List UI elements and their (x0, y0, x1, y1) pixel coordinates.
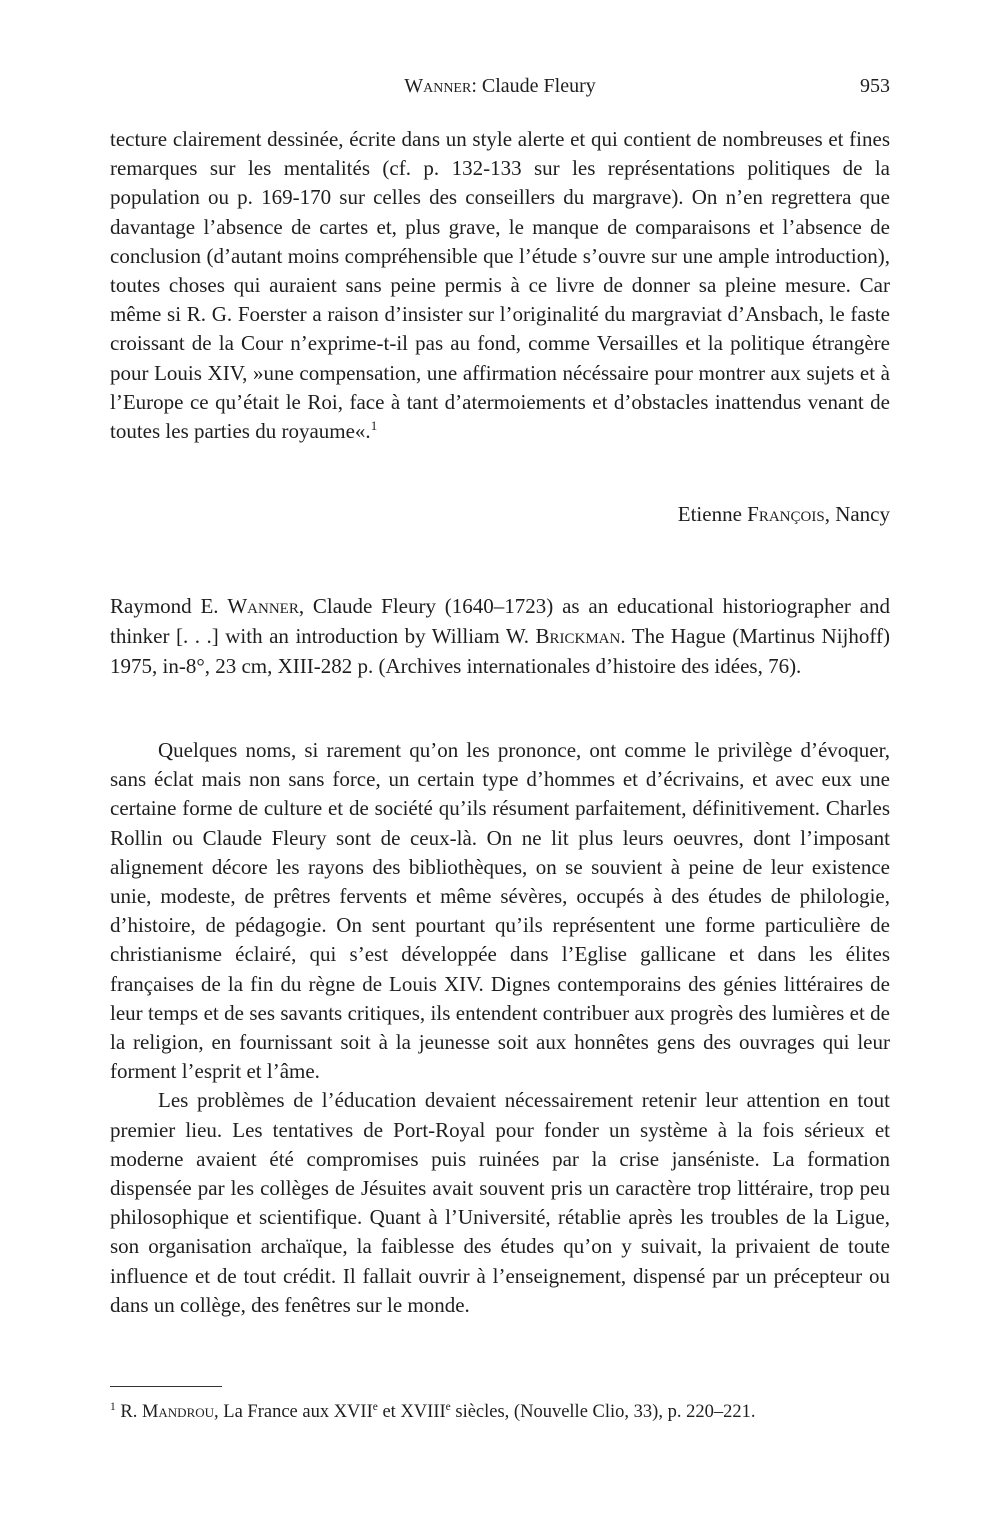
footnote (110, 1399, 890, 1425)
footnote-text-b: et XVIII (377, 1402, 446, 1422)
citation-part-1: Raymond E. (110, 594, 228, 618)
reviewer-signature (678, 500, 890, 529)
citation-author-surname: Wanner (227, 594, 299, 618)
page-number: 953 (860, 75, 890, 97)
footnote-reference: 1 (370, 418, 378, 434)
reviewer-surname: François (747, 502, 825, 526)
citation-part-2: , Claude Fleury (1640–1723) as an educational historiographer and thinker [. . .] with an introduction by William W. (110, 594, 890, 648)
review-paragraph-text: tecture clairement dessinée, écrite dans un style alerte et qui contient de nombreuses et fines remarques sur les mentalités (cf. p. 132-133 sur les représentations politiques de la population ou p. 169-170 sur celles des conseillers du margrave). On n’en regrettera que davantage l’absence de cartes et, plus grave, le manque de comparaisons et l’absence de conclusion (d’autant moins compréhensible que l’étude s’ouvre sur une ample introduction), toutes choses qui auraient sans peine permis à ce livre de donner sa pleine mesure. Car même si R. G. Foerster a raison d’insister sur l’originalité du margraviat d’Ansbach, le faste croissant de la Cour n’exprime-t-il pas au fond, comme Versailles et la politique étrangère pour Louis XIV, »une compensation, une affirmation nécéssaire pour montrer aux sujets et à l’Europe ce qu’était le Roi, face à tant d’atermoiements et d’obstacles inattendus venant de toutes les parties du royaume«. (110, 127, 890, 444)
footnote-author-first: R. (115, 1402, 142, 1422)
review-paragraph (110, 125, 890, 446)
footnote-text-a: , La France aux XVII (214, 1402, 373, 1422)
footnote-number: 1 (110, 1400, 116, 1413)
citation-intro-surname: Brickman (535, 624, 621, 648)
running-head (110, 72, 890, 100)
review-body (110, 736, 890, 1320)
running-title-rest: : Claude Fleury (471, 75, 596, 97)
body-paragraph: Les problèmes de l’éducation devaient nécessairement retenir leur attention en tout premier lieu. Les tentatives de Port-Royal pour fonder un système à la fois sérieux et moderne avaient été compromises puis ruinées par la crise janséniste. La formation dispensée par les collèges de Jésuites avait souvent pris un caractère trop littéraire, trop peu philosophique et scientifique. Quant à l’Université, rétablie après les troubles de la Ligue, son organisation archaïque, la faiblesse des études qu’on y suivait, la privaient de toute influence et de tout crédit. Il fallait ouvrir à l’enseignement, dispensé par un précepteur ou dans un collège, des fenêtres sur le monde. (110, 1088, 890, 1317)
footnote-author-surname: Mandrou (141, 1402, 215, 1422)
review-continuation (110, 125, 890, 446)
citation-part-3: . The Hague (Martinus Nijhoff) 1975, in-8°, 23 cm, XIII-282 p. (Archives internationales d’histoire des idées, 76). (110, 624, 890, 678)
reviewer-first-name: Etienne (677, 502, 748, 526)
running-title-author: Wanner (404, 75, 472, 97)
body-paragraph: Quelques noms, si rarement qu’on les prononce, ont comme le privilège d’évoquer, sans éclat mais non sans force, un certain type d’hommes et d’écrivains, et avec eux une certaine forme de culture et de société qu’ils résument parfaitement, définitivement. Charles Rollin ou Claude Fleury sont de ceux-là. On ne lit plus leurs oeuvres, dont l’imposant alignement décore les rayons des bibliothèques, on se souvient à peine de leur existence unie, modeste, de prêtres fervents et même sévères, occupés à des études de philologie, d’histoire, de pédagogie. On sent pourtant qu’ils représentent une forme particulière de christianisme éclairé, qui s’est développée dans l’Eglise gallicane et dans les élites françaises de la fin du règne de Louis XIV. Dignes contemporains des génies littéraires de leur temps et de ses savants critiques, ils entendent contribuer aux progrès des lumières et de la religion, en fournissant soit à la jeunesse soit aux honnêtes gens des ouvrages qui leur forment l’esprit et l’âme. (110, 738, 890, 1084)
book-citation (110, 591, 890, 681)
footnote-superscript: e (372, 1400, 378, 1413)
footnote-text-c: siècles, (Nouvelle Clio, 33), p. 220–221. (450, 1402, 756, 1422)
footnote-separator (110, 1386, 222, 1387)
footnote-superscript: e (445, 1400, 451, 1413)
reviewer-city: , Nancy (824, 502, 890, 526)
running-title (110, 72, 890, 100)
